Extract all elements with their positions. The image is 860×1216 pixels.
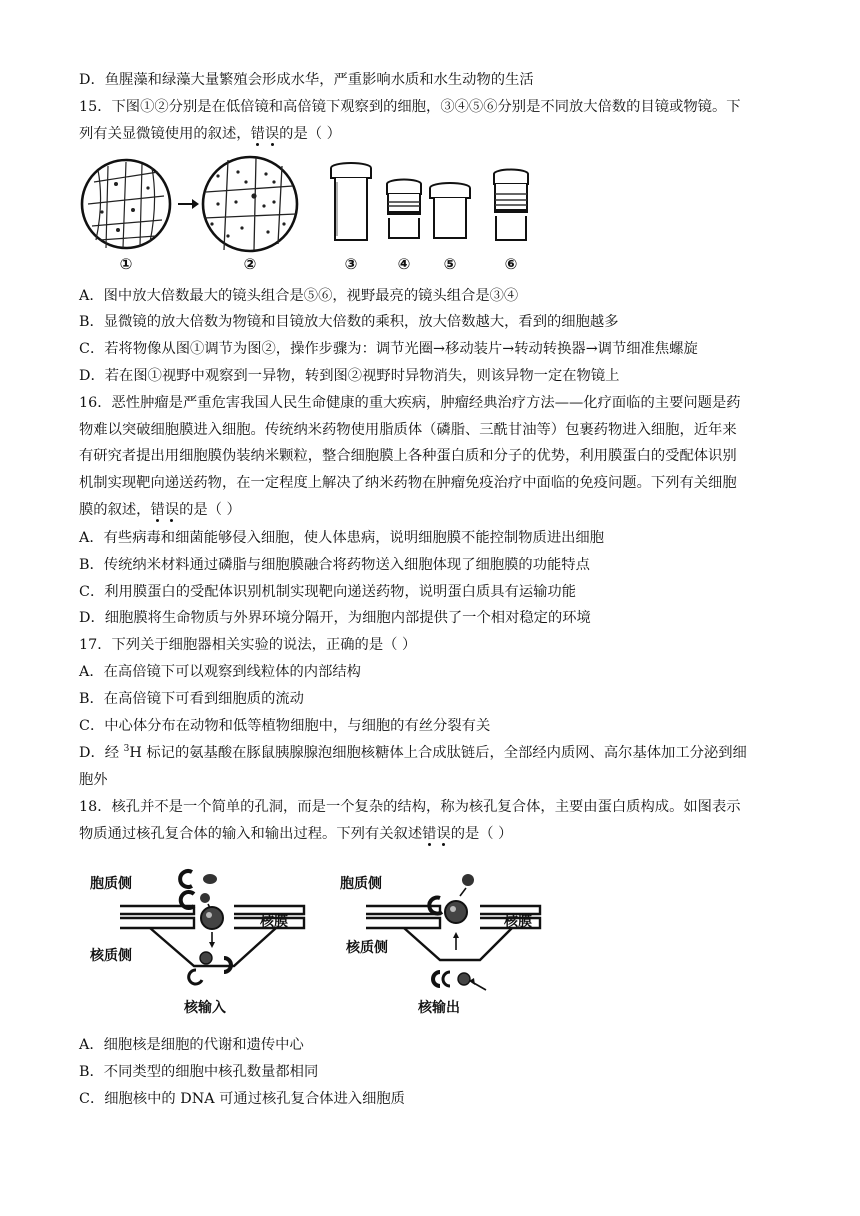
objective-long-diagram xyxy=(494,170,528,241)
figure-label-5: ⑤ xyxy=(443,255,457,273)
nuclear-export-diagram xyxy=(340,874,540,1016)
q18-option-a: A．细胞核是细胞的代谢和遗传中心 xyxy=(79,1037,304,1053)
label-membrane-right: 核膜 xyxy=(504,914,532,930)
q17-stem: 17．下列关于细胞器相关实验的说法，正确的是（ ） xyxy=(79,637,417,653)
label-import: 核输入 xyxy=(184,1000,226,1016)
emphasis-char: 错 xyxy=(250,126,265,142)
eyepiece-short-diagram xyxy=(430,183,470,238)
nuclear-import-diagram xyxy=(89,871,304,1016)
q16-stem-line2: 物难以突破细胞膜进入细胞。传统纳米药物使用脂质体（磷脂、三酰甘油等）包裹药物进入细胞，近年来 xyxy=(79,422,737,438)
q15-option-c: C．若将物像从图①调节为图②，操作步骤为：调节光圈→移动装片→转动转换器→调节细准焦螺旋 xyxy=(79,341,698,357)
q16-stem-line4: 机制实现靶向递送药物，在一定程度上解决了纳米药物在肿瘤免疫治疗中面临的免疫问题。下列有关细胞 xyxy=(79,475,737,491)
q16-stem-line1: 16．恶性肿瘤是严重危害我国人民生命健康的重大疾病，肿瘤经典治疗方法——化疗面临的主要问题是药 xyxy=(79,395,741,411)
q16-stem-line5: 膜的叙述，错误的是（ ） xyxy=(79,502,241,518)
q15-option-d: D．若在图①视野中观察到一异物，转到图②视野时异物消失，则该异物一定在物镜上 xyxy=(79,368,620,384)
figure-label-3: ③ xyxy=(344,255,358,273)
figure-label-2: ② xyxy=(243,255,257,273)
label-nucleo-side-left: 核质侧 xyxy=(90,948,132,964)
label-export: 核输出 xyxy=(418,1000,460,1016)
q18-option-c: C．细胞核中的 DNA 可通过核孔复合体进入细胞质 xyxy=(79,1091,405,1107)
high-power-field-diagram xyxy=(203,157,297,251)
q17-option-d-cont: 胞外 xyxy=(79,772,108,788)
q16-option-c: C．利用膜蛋白的受配体识别机制实现靶向递送药物，说明蛋白质具有运输功能 xyxy=(79,584,577,600)
q16-option-b: B．传统纳米材料通过磷脂与细胞膜融合将药物送入细胞体现了细胞膜的功能特点 xyxy=(79,557,590,573)
q15-stem-line2: 列有关显微镜使用的叙述，错误的是（ ） xyxy=(79,126,341,142)
q15-stem-line1: 15．下图①②分别是在低倍镜和高倍镜下观察到的细胞，③④⑤⑥分别是不同放大倍数的目镜或物镜。下 xyxy=(79,99,741,115)
label-nucleo-side-right: 核质侧 xyxy=(346,940,388,956)
q17-option-b: B．在高倍镜下可看到细胞质的流动 xyxy=(79,691,304,707)
q15-option-a: A．图中放大倍数最大的镜头组合是⑤⑥，视野最亮的镜头组合是③④ xyxy=(79,288,519,304)
q16-stem-line3: 有研究者提出用细胞膜伪装纳米颗粒，整合细胞膜上各种蛋白质和分子的优势，利用膜蛋白的受配体识别 xyxy=(79,448,737,464)
objective-short-diagram xyxy=(387,180,421,239)
q17-option-d: D．经 $^3$H 标记的氨基酸在豚鼠胰腺腺泡细胞核糖体上合成肽链后，全部经内质网、高尔基体加工分泌到细 xyxy=(79,744,747,761)
figure-label-6: ⑥ xyxy=(504,255,518,273)
emphasis-char: 误 xyxy=(164,502,180,518)
eyepiece-long-diagram xyxy=(331,163,371,240)
emphasis-char: 错 xyxy=(150,502,165,518)
q15-option-b: B．显微镜的放大倍数为物镜和目镜放大倍数的乘积，放大倍数越大，看到的细胞越多 xyxy=(79,314,619,330)
figure-label-4: ④ xyxy=(397,255,411,273)
q16-option-a: A．有些病毒和细菌能够侵入细胞，使人体患病，说明细胞膜不能控制物质进出细胞 xyxy=(79,530,605,546)
emphasis-char: 错 xyxy=(422,826,437,842)
microscope-figure xyxy=(78,152,538,277)
q18-stem-line2: 物质通过核孔复合体的输入和输出过程。下列有关叙述错误的是（ ） xyxy=(79,826,513,842)
figure-label-1: ① xyxy=(119,255,133,273)
label-cyto-side-left: 胞质侧 xyxy=(90,876,132,892)
label-membrane-left: 核膜 xyxy=(260,914,288,930)
label-cyto-side-right: 胞质侧 xyxy=(340,876,382,892)
low-power-field-diagram xyxy=(82,160,170,248)
emphasis-char: 误 xyxy=(264,126,280,142)
q16-option-d: D．细胞膜将生命物质与外界环境分隔开，为细胞内部提供了一个相对稳定的环境 xyxy=(79,610,591,626)
q17-option-c: C．中心体分布在动物和低等植物细胞中，与细胞的有丝分裂有关 xyxy=(79,718,491,734)
q18-stem-line1: 18．核孔并不是一个简单的孔洞，而是一个复杂的结构，称为核孔复合体，主要由蛋白质构成。如图表示 xyxy=(79,799,741,815)
q14-option-d: D．鱼腥藻和绿藻大量繁殖会形成水华，严重影响水质和水生动物的生活 xyxy=(79,72,534,88)
q17-option-a: A．在高倍镜下可以观察到线粒体的内部结构 xyxy=(79,664,361,680)
nuclear-pore-figure xyxy=(84,862,554,1022)
q18-option-b: B．不同类型的细胞中核孔数量都相同 xyxy=(79,1064,319,1080)
emphasis-char: 误 xyxy=(436,826,451,842)
